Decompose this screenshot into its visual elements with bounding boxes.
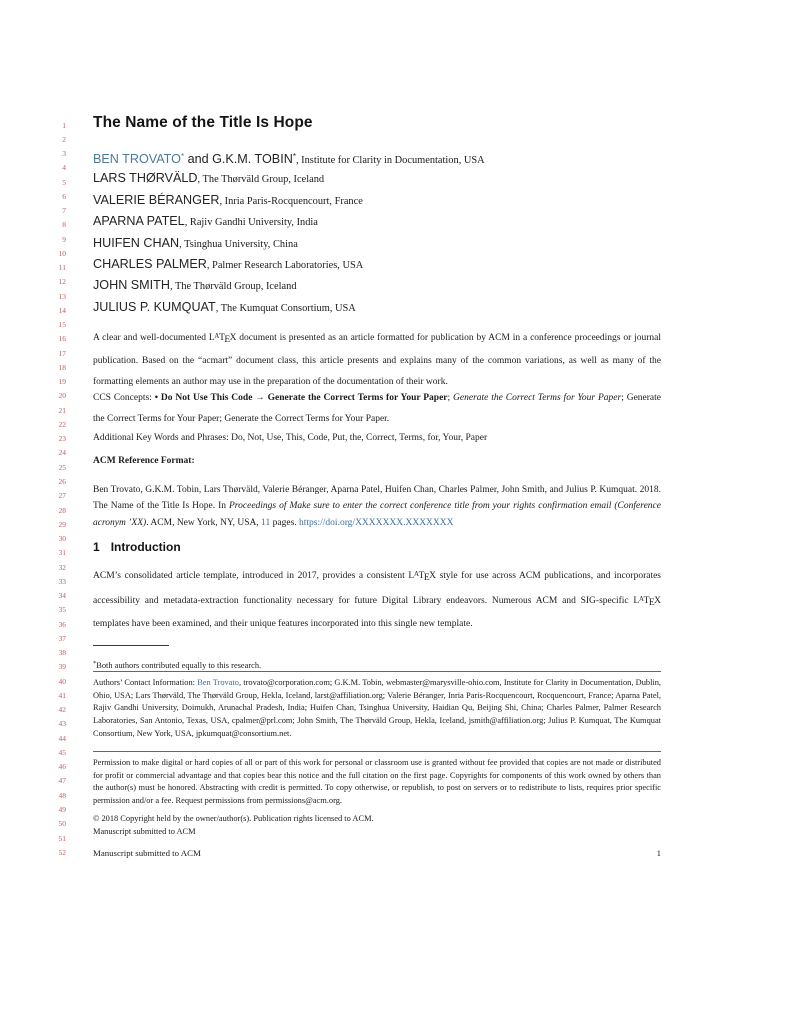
acm-reference-format-heading: ACM Reference Format:	[93, 456, 195, 466]
doi-link[interactable]: https://doi.org/XXXXXXX.XXXXXXX	[299, 518, 454, 529]
author-row	[93, 210, 661, 231]
margin-line-number: 23	[58, 434, 66, 444]
footnote-marker: *	[93, 660, 97, 668]
margin-line-number: 30	[58, 534, 66, 544]
margin-line-number: 49	[58, 804, 66, 814]
margin-line-number: 14	[58, 305, 66, 315]
margin-line-number: 29	[58, 519, 66, 529]
margin-line-number: 2	[62, 134, 66, 144]
author-list	[93, 146, 661, 317]
margin-line-number: 37	[58, 633, 66, 643]
page-number: 1	[656, 848, 661, 858]
contact-divider-rule	[93, 671, 661, 672]
authors-contact-information	[93, 677, 661, 741]
section-title: Introduction	[110, 540, 181, 554]
reference-publisher: . ACM, New York, NY, USA,	[146, 518, 262, 529]
margin-line-number: 3	[62, 149, 66, 159]
margin-line-number: 45	[58, 747, 66, 757]
margin-line-number: 13	[58, 291, 66, 301]
margin-line-number: 17	[58, 348, 66, 358]
margin-line-number: 46	[58, 762, 66, 772]
author-row	[93, 253, 661, 274]
ccs-rest: ; Generate the Correct Terms for Your Paper; Generate the Correct Terms for Your Paper.	[93, 393, 661, 424]
margin-line-number: 32	[58, 562, 66, 572]
abstract-text: A clear and well-documented $L^ATEX$ document is presented as an article formatted for publication by ACM in a conference proceedings or journal publication. Based on the “acmart” document class, this article presents and explains many of the common variations, as well as many of the formatting elements an author may use in the preparation of the documentation of their work.	[93, 332, 661, 387]
margin-line-number: 10	[58, 248, 66, 258]
reference-pages-word: pages.	[270, 518, 300, 529]
margin-line-number: 9	[62, 234, 66, 244]
section-heading-introduction	[93, 540, 661, 554]
margin-line-number: 27	[58, 491, 66, 501]
margin-line-number: 22	[58, 419, 66, 429]
margin-line-number: 43	[58, 719, 66, 729]
section-number: 1	[93, 540, 100, 554]
margin-line-number: 33	[58, 576, 66, 586]
margin-line-number: 20	[58, 391, 66, 401]
ccs-bold-concept: • Do Not Use This Code → Generate the Correct Terms for Your Paper	[154, 393, 448, 403]
margin-line-number: 50	[58, 819, 66, 829]
ccs-label: CCS Concepts:	[93, 393, 155, 403]
margin-line-number: 4	[62, 163, 66, 173]
margin-line-number: 48	[58, 790, 66, 800]
page-title: The Name of the Title Is Hope	[93, 114, 313, 131]
author-name: and G.K.M. TOBIN	[184, 152, 293, 166]
author-affiliation: , The Thørväld Group, Iceland	[169, 281, 297, 293]
keywords-text: Additional Key Words and Phrases: Do, Not, Use, This, Code, Put, the, Correct, Terms, for, Your, Paper	[93, 433, 488, 443]
margin-line-number: 18	[58, 362, 66, 372]
author-row	[93, 167, 661, 188]
author-row	[93, 274, 661, 295]
margin-line-number: 35	[58, 605, 66, 615]
reference-proceedings-title: Proceedings of Make sure to enter the correct conference title from your rights confirmation email (Conference acronym ’XX)	[93, 501, 661, 529]
author-affiliation: , Institute for Clarity in Documentation, USA	[295, 155, 485, 166]
author-row	[93, 189, 661, 210]
margin-line-number: 8	[62, 220, 66, 230]
margin-line-number: 31	[58, 548, 66, 558]
margin-line-number: 11	[58, 263, 66, 273]
margin-line-number: 42	[58, 705, 66, 715]
ccs-concepts	[93, 388, 661, 430]
margin-line-number: 16	[58, 334, 66, 344]
margin-line-number: 5	[62, 177, 66, 187]
margin-line-number: 19	[58, 377, 66, 387]
author-footnote-marker: *	[180, 152, 185, 161]
margin-line-number: 21	[58, 405, 66, 415]
margin-line-number: 47	[58, 776, 66, 786]
permission-divider-rule	[93, 751, 661, 752]
margin-line-number: 36	[58, 619, 66, 629]
margin-line-number: 26	[58, 477, 66, 486]
margin-line-number: 51	[58, 833, 66, 843]
contact-author-link[interactable]: Ben Trovato	[197, 678, 239, 687]
margin-line-number: 6	[62, 191, 66, 201]
author-name: JOHN SMITH	[93, 278, 170, 293]
author-name: APARNA PATEL	[93, 214, 185, 229]
author-affiliation: , The Kumquat Consortium, USA	[215, 302, 356, 314]
margin-line-number: 40	[58, 676, 66, 686]
margin-line-number: 39	[58, 662, 66, 672]
page-footer	[93, 848, 661, 858]
margin-line-number: 24	[58, 448, 66, 458]
margin-line-number: 52	[58, 847, 66, 857]
footnote-body: Both authors contributed equally to this research.	[96, 661, 262, 671]
author-name: LARS THØRVÄLD	[93, 171, 198, 186]
author-name: CHARLES PALMER	[93, 256, 207, 271]
author-affiliation: , Inria Paris-Rocquencourt, France	[219, 195, 363, 207]
reference-pages-link[interactable]: 11	[261, 518, 271, 529]
reference-authors: Ben Trovato, G.K.M. Tobin, Lars Thørväld, Valerie Béranger, Aparna Patel, Huifen Chan, Charles Palmer, John Smith, and Julius P. Kumquat. 2018. The Name of the Title Is Hope. In	[93, 484, 661, 512]
margin-line-number: 1	[62, 120, 66, 130]
contacts-details: , trovato@corporation.com; G.K.M. Tobin, webmaster@marysville-ohio.com, Institute for Clarity in Documentation, Dublin, Ohio, USA; Lars Thørväld, The Thørväld Group, Hekla, Iceland, larst@affiliation.org; Valerie Béranger, Inria Paris-Rocquencourt, Rocquencourt, France; Aparna Patel, Rajiv Gandhi University, Doimukh, Arunachal Pradesh, India; Huifen Chan, Tsinghua University, Haidian Qu, Beijing Shi, China; Charles Palmer, Palmer Research Laboratories, San Antonio, Texas, USA, cpalmer@prl.com; John Smith, The Thørväld Group, Hekla, Iceland, jsmith@affiliation.org; Julius P. Kumquat, The Kumquat Consortium, New York, USA, jpkumquat@consortium.net.	[93, 678, 662, 738]
margin-line-number: 25	[58, 462, 66, 472]
introduction-paragraph: ACM’s consolidated article template, introduced in 2017, provides a consistent $L^ATEX$ style for use across ACM publications, and incorporates accessibility and metadata-extraction functionality necessary for future Digital Library endeavors. Numerous ACM and SIG-specific $L^ATEX$ templates have been examined, and their unique features incorporated into this single new template.	[93, 570, 662, 629]
margin-line-number: 28	[58, 505, 66, 515]
acm-reference-citation	[93, 482, 661, 532]
manuscript-status-note: Manuscript submitted to ACM	[93, 827, 196, 836]
author-name: HUIFEN CHAN	[93, 235, 180, 250]
footnote-rule	[93, 645, 169, 646]
margin-line-number: 15	[58, 320, 66, 330]
margin-line-number: 38	[58, 648, 66, 658]
author-name-link[interactable]: BEN TROVATO	[93, 152, 181, 166]
author-affiliation: , Rajiv Gandhi University, India	[184, 217, 318, 229]
ccs-separator: ;	[447, 393, 454, 403]
margin-line-number: 44	[58, 733, 66, 743]
copyright-notice: © 2018 Copyright held by the owner/author(s). Publication rights licensed to ACM.	[93, 814, 374, 823]
author-footnote-marker: *	[292, 152, 296, 161]
margin-line-number: 7	[62, 206, 66, 216]
margin-line-number: 41	[58, 690, 66, 700]
margin-line-number: 12	[58, 277, 66, 287]
footer-manuscript-text: Manuscript submitted to ACM	[93, 848, 201, 858]
author-affiliation: , Palmer Research Laboratories, USA	[206, 259, 364, 271]
author-row	[93, 296, 661, 317]
author-affiliation: , The Thørväld Group, Iceland	[197, 174, 325, 186]
author-name: VALERIE BÉRANGER	[93, 192, 220, 207]
author-row	[93, 146, 661, 167]
contacts-label: Authors’ Contact Information:	[93, 678, 198, 687]
ccs-italic-concept: Generate the Correct Terms for Your Paper	[453, 393, 622, 403]
author-affiliation: , Tsinghua University, China	[179, 238, 298, 250]
margin-line-number: 34	[58, 591, 66, 601]
permission-statement: Permission to make digital or hard copies of all or part of this work for personal or classroom use is granted without fee provided that copies are not made or distributed for profit or commercial advantage and that copies bear this notice and the full citation on the first page. Copyrights for components of this work owned by others than the author(s) must be honored. Abstracting with credit is permitted. To copy otherwise, or republish, to post on servers or to redistribute to lists, requires prior specific permission and/or a fee. Request permissions from permissions@acm.org.	[93, 758, 661, 806]
author-name: JULIUS P. KUMQUAT	[93, 299, 216, 314]
author-row	[93, 232, 661, 253]
